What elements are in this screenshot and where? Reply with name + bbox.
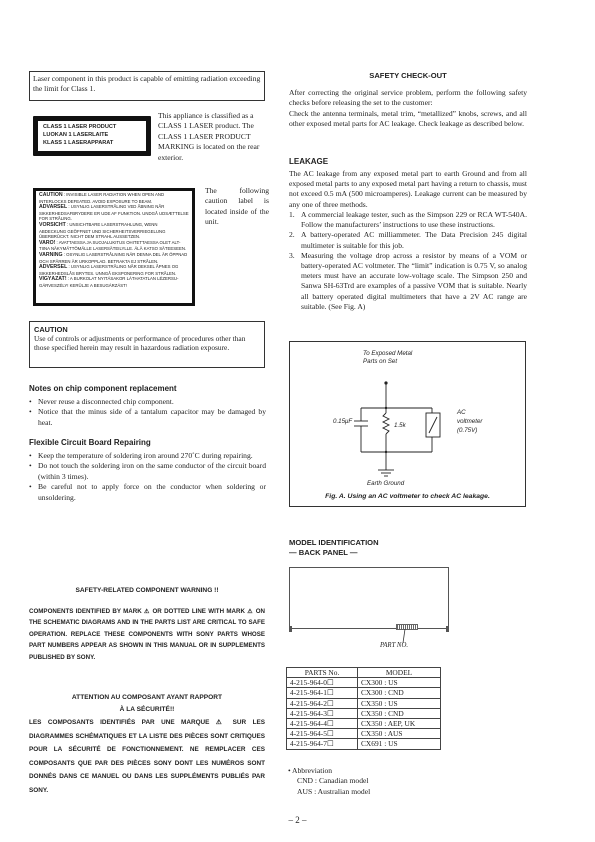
caution-label-line: VIGYÁZAT! : A BURKOLAT NYITÁSAKOR LÁTHATATLAN LÉZERSU- xyxy=(39,276,179,283)
page-number: – 2 – xyxy=(288,815,307,825)
leakage-text: The AC leakage from any exposed metal part to earth Ground and from all exposed metal parts to any exposed metal part having a return to chassis, must not exceed 0.5 mA (500 microamperes). Leakage current can be measured by any one of three methods. xyxy=(289,169,527,209)
figure-ground-label: Earth Ground xyxy=(367,480,405,487)
safety-checkout-intro-2: Check the antenna terminals, metal trim, “metallized” knobs, screws, and all other exposed metal parts for AC leakage. Check leakage as described below. xyxy=(289,109,527,129)
class1-label-line-sv: KLASS 1 LASERAPPARAT xyxy=(43,140,114,146)
caution-label-line: SIKKERHEDSLÅS BRYTES. UNNGÅ EKSPONERING FOR STRÅLEN. xyxy=(39,270,177,276)
list-item: • Never reuse a disconnected chip component. xyxy=(29,397,266,407)
safety-warning-title: SAFETY-RELATED COMPONENT WARNING !! xyxy=(75,587,219,594)
table-cell: 4-215-964-7☐ xyxy=(287,739,358,749)
list-item: 2. A battery-operated AC milliammeter. The Data Precision 245 digital multimeter is suitable for this job. xyxy=(289,230,527,250)
flex-repair-list xyxy=(29,451,266,503)
table-cell: CX350 : AEP, UK xyxy=(358,719,441,729)
table-row xyxy=(287,729,441,739)
abbreviation-list xyxy=(288,766,488,777)
table-cell: 4-215-964-1☐ xyxy=(287,688,358,698)
safety-checkout-intro: After correcting the original service problem, perform the following safety checks before releasing the set to the customer: xyxy=(289,88,527,108)
chip-notes-list xyxy=(29,397,266,428)
figure-ac-label-1: AC xyxy=(457,409,466,416)
table-row xyxy=(287,739,441,749)
table-cell: 4-215-964-3☐ xyxy=(287,708,358,718)
table-row xyxy=(287,708,441,718)
class1-label-line-en: CLASS 1 LASER PRODUCT xyxy=(43,124,117,130)
caution-label-graphic xyxy=(33,188,195,306)
safety-warning-fr-title-1: ATTENTION AU COMPOSANT AYANT RAPPORT xyxy=(71,694,223,701)
table-row xyxy=(287,678,441,688)
class1-label-line-fi: LUOKAN 1 LASERLAITE xyxy=(43,132,109,138)
table-cell: CX691 : US xyxy=(358,739,441,749)
figure-a xyxy=(289,341,526,507)
table-cell: CX350 : CND xyxy=(358,708,441,718)
table-cell: CX350 : US xyxy=(358,698,441,708)
model-id-title-1: MODEL IDENTIFICATION xyxy=(289,538,379,547)
figure-label-top-1: To Exposed Metal xyxy=(363,350,413,357)
figure-label-top-2: Parts on Set xyxy=(363,358,398,365)
caution-label-line: INTERLOCKS DEFEATED. AVOID EXPOSURE TO BEAM. xyxy=(39,198,153,204)
table-header-cell: MODEL xyxy=(358,668,441,678)
list-item: 3. Measuring the voltage drop across a resistor by means of a VOM or battery-operated AC voltmeter. The “limit” indication is 0.75 V, so analog meters must have an accurate low-voltage scale. The Simpson 250 and Sanwa SH-63Trd are examples of a passive VOM that is suitable. Nearly all battery operated digital multimeters that have a 2V AC range are suitable. (See Fig. A) xyxy=(289,250,527,311)
list-item: • Be careful not to apply force on the conductor when soldering or unsoldering. xyxy=(29,482,266,503)
laser-note-text: Laser component in this product is capable of emitting radiation exceeding the limit for Class 1. xyxy=(33,74,261,93)
safety-warning-fr-text: LES COMPOSANTS IDENTIFIÉS PAR UNE MARQUE ⚠ SUR LES DIAGRAMMES SCHÉMATIQUES ET LA LISTE DES PIÈCES SONT CRITIQUES POUR LA SÉCURITÉ DE FONCTIONNEMENT. NE REMPLACER CES COMPOSANTS QUE PAR DES PIÈCES SONY DONT LES NUMÉROS SONT DONNÉS DANS CE MANUEL OU DANS LES SUPPLÉMENTS PUBLIÉS PAR SONY. xyxy=(29,719,265,794)
caution-label-line: VARNING : OSYNLIG LASERSTRÅLNING NÄR DENNA DEL ÄR ÖPPNAD xyxy=(39,251,188,258)
figure-ac-label-3: (0.75V) xyxy=(457,427,478,434)
class1-laser-label xyxy=(33,116,151,156)
table-cell: CX300 : US xyxy=(358,678,441,688)
caution-label-line: FOR STRÅLING. xyxy=(39,216,72,222)
list-item: • Keep the temperature of soldering iron around 270˚C during repairing. xyxy=(29,451,266,461)
table-cell: 4-215-964-2☐ xyxy=(287,698,358,708)
caution-label-line: VORSICHT : UNSICHTBARE LASERSTRAHLUNG, WENN xyxy=(39,221,158,228)
list-item: • Notice that the minus side of a tantalum capacitor may be damaged by heat. xyxy=(29,407,266,428)
table-header-row xyxy=(287,668,441,678)
back-panel-drawing xyxy=(289,567,449,629)
table-cell: CX350 : AUS xyxy=(358,729,441,739)
abbreviation-title: • Abbreviation xyxy=(288,766,488,777)
chip-notes-title: Notes on chip component replacement xyxy=(29,384,177,393)
caution-label-line: CAUTION : INVISIBLE LASER RADIATION WHEN OPEN AND xyxy=(39,192,165,198)
caution-label-line: ADVERSEL : USYNLIG LASERSTRÅLING NÅR DEKSEL ÅPNES OG xyxy=(39,264,179,271)
caution-label-description: The following caution label is located inside of the unit. xyxy=(205,186,269,227)
abbreviation-item: AUS : Australian model xyxy=(297,787,371,796)
leakage-title: LEAKAGE xyxy=(289,157,329,166)
caution-text: Use of controls or adjustments or performance of procedures other than those specified herein may result in hazardous radiation exposure. xyxy=(34,334,246,353)
caution-box xyxy=(29,321,265,368)
caution-title: CAUTION xyxy=(34,325,68,334)
list-item: • Do not touch the soldering iron on the same conductor of the circuit board (within 3 times). xyxy=(29,461,266,482)
flex-repair-title: Flexible Circuit Board Repairing xyxy=(29,438,151,447)
caution-label-line: GÁRVESZÉLY! KERÜLJE A BESUGÁRZÁST! xyxy=(39,282,127,288)
table-row xyxy=(287,698,441,708)
list-item: 1. A commercial leakage tester, such as the Simpson 229 or RCA WT-540A. Follow the manufacturers’ instructions to use these instructions. xyxy=(289,210,527,230)
safety-warning-text: COMPONENTS IDENTIFIED BY MARK ⚠ OR DOTTED LINE WITH MARK ⚠ ON THE SCHEMATIC DIAGRAMS AND IN THE PARTS LIST ARE CRITICAL TO SAFE OPERATION. REPLACE THESE COMPONENTS WITH SONY PARTS WHOSE PART NUMBERS APPEAR AS SHOWN IN THIS MANUAL OR IN SUPPLEMENTS PUBLISHED BY SONY. xyxy=(29,608,265,661)
abbreviation-item: CND : Canadian model xyxy=(297,776,369,785)
safety-warning-fr-title-2: À LA SÉCURITÉ!! xyxy=(119,706,175,713)
figure-caption: Fig. A. Using an AC voltmeter to check AC leakage. xyxy=(325,493,490,500)
figure-res-label: 1.5k xyxy=(394,422,406,429)
table-row xyxy=(287,688,441,698)
leakage-circuit-diagram xyxy=(290,342,525,506)
table-header-cell: PARTS No. xyxy=(287,668,358,678)
leakage-methods-list xyxy=(289,210,527,312)
table-cell: CX300 : CND xyxy=(358,688,441,698)
parts-table xyxy=(286,667,441,750)
table-cell: 4-215-964-0☐ xyxy=(287,678,358,688)
table-cell: 4-215-964-4☐ xyxy=(287,719,358,729)
figure-ac-label-2: voltmeter xyxy=(457,418,483,425)
table-cell: 4-215-964-5☐ xyxy=(287,729,358,739)
figure-cap-label: 0.15μF xyxy=(333,418,353,425)
safety-checkout-title: SAFETY CHECK-OUT xyxy=(369,71,447,80)
laser-note-box xyxy=(29,71,265,101)
table-row xyxy=(287,719,441,729)
part-no-label: PART NO. xyxy=(380,642,409,649)
caution-label-line: ABDECKUNG GEÖFFNET UND SICHERHEITSVERRIEGELUNG xyxy=(39,228,166,234)
caution-label-line: OCH SPÄRREN ÄR URKOPPLAD. BETRAKTA EJ STRÅLEN. xyxy=(39,258,159,264)
model-id-title-2: — BACK PANEL — xyxy=(289,548,358,557)
caution-label-line: TIINA NÄKYMÄTTÖMÄLLE LASERSÄTEILYLLE. ÄLÄ KATSO SÄTEESEEN. xyxy=(39,246,187,252)
caution-label-line: ADVARSEL : USYNLIG LASERSTRÅLING VED ÅBNING NÅR xyxy=(39,204,165,211)
class1-description: This appliance is classified as a CLASS 1 LASER product. The CLASS 1 LASER PRODUCT MARKING is located on the rear exterior. xyxy=(158,111,260,162)
caution-label-line: ÜBERBRÜCKT. NICHT DEM STRAHL AUSSETZEN. xyxy=(39,234,141,240)
caution-label-line: VARO! : AVATTAESSA JA SUOJALUKITUS OHITETTAESSA OLET ALT- xyxy=(39,239,181,246)
caution-label-line: SIKKERHEDSAFBRYDERE ER UDE AF FUNKTION. UNDGÅ UDSÆTTELSE xyxy=(39,210,189,216)
